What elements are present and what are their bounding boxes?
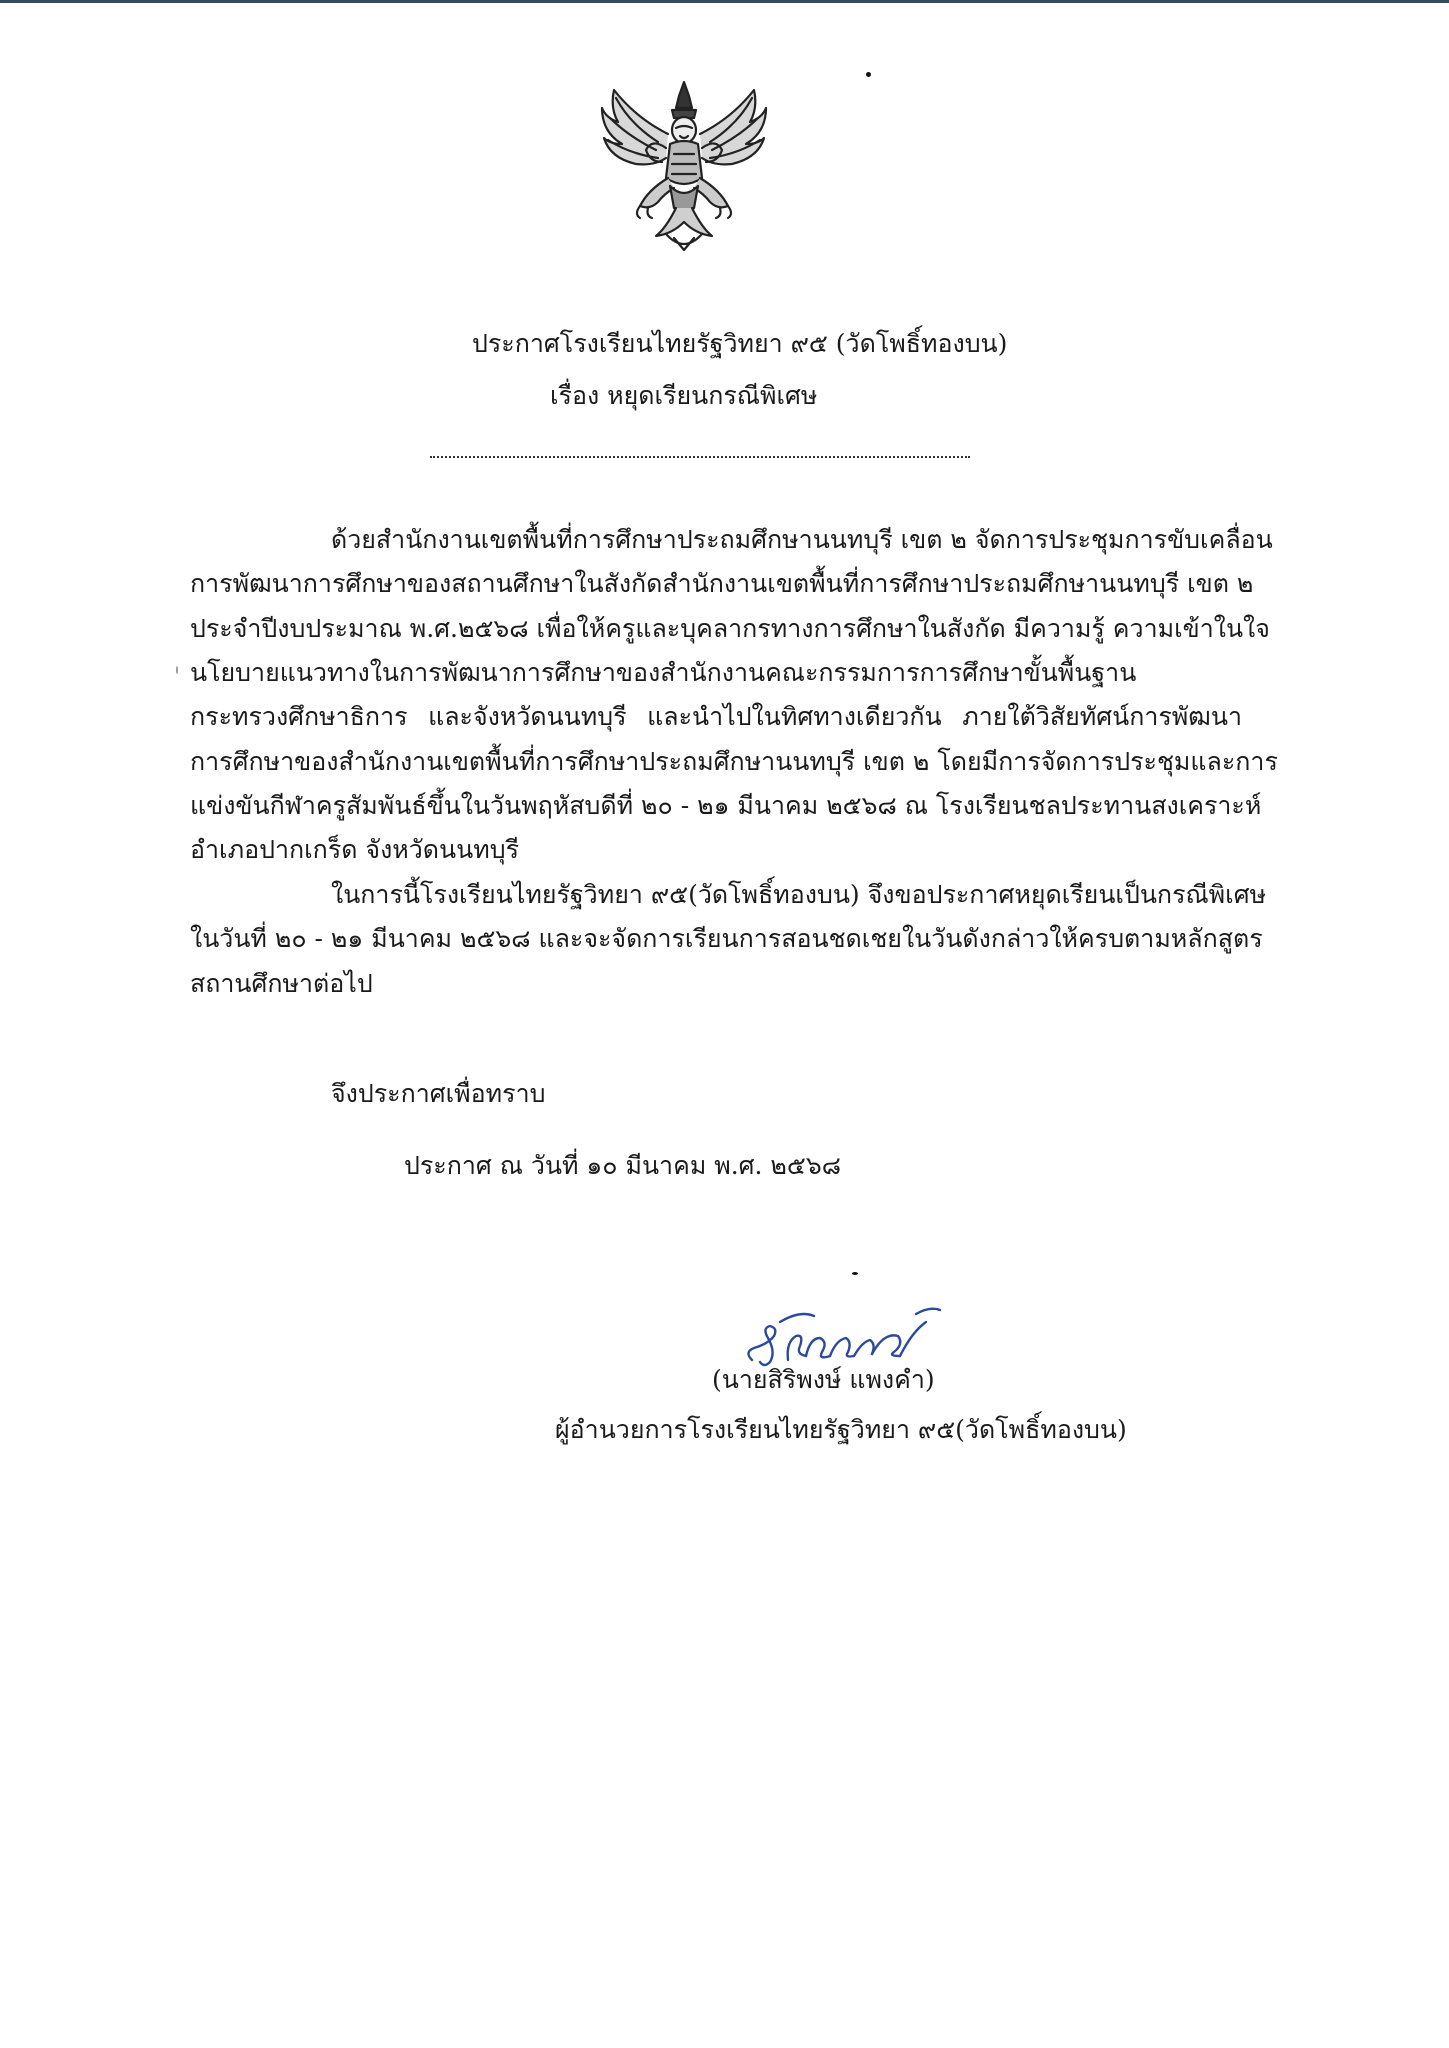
scan-top-edge: [0, 0, 1449, 3]
scan-speck: [852, 1272, 858, 1275]
paragraph-2-line: ในวันที่ ๒๐ - ๒๑ มีนาคม ๒๕๖๘ และจะจัดการเรียนการสอนชดเชยในวันดังกล่าวให้ครบตามหลักสูตร: [190, 924, 1263, 953]
signer-position: ผู้อำนวยการโรงเรียนไทยรัฐวิทยา ๙๕(วัดโพธิ์ทองบน): [555, 1415, 1127, 1444]
paragraph-1-line: กระทรวงศึกษาธิการ และจังหวัดนนทบุรี และนำไปในทิศทางเดียวกัน ภายใต้วิสัยทัศน์การพัฒนา: [190, 702, 1242, 731]
handwritten-signature: [740, 1302, 950, 1370]
scan-speck: [176, 666, 178, 674]
scan-speck: [866, 72, 871, 77]
paragraph-1-line: การพัฒนาการศึกษาของสถานศึกษาในสังกัดสำนักงานเขตพื้นที่การศึกษาประถมศึกษานนทบุรี เขต ๒: [190, 569, 1254, 598]
paragraph-1-line: การศึกษาของสำนักงานเขตพื้นที่การศึกษาประถมศึกษานนทบุรี เขต ๒ โดยมีการจัดการประชุมและการ: [190, 747, 1278, 776]
paragraph-1-line: นโยบายแนวทางในการพัฒนาการศึกษาของสำนักงานคณะกรรมการการศึกษาขั้นพื้นฐาน: [190, 658, 1137, 687]
paragraph-1-line: ประจำปีงบประมาณ พ.ศ.๒๕๖๘ เพื่อให้ครูและบุคลากรทางการศึกษาในสังกัด มีความรู้ ความเข้าในใจ: [190, 614, 1270, 643]
paragraph-1-line: อำเภอปากเกร็ด จังหวัดนนทบุรี: [190, 835, 519, 864]
paragraph-1-line: ด้วยสำนักงานเขตพื้นที่การศึกษาประถมศึกษานนทบุรี เขต ๒ จัดการประชุมการขับเคลื่อน: [331, 525, 1273, 554]
garuda-emblem-icon: [596, 78, 772, 256]
paragraph-2-line: สถานศึกษาต่อไป: [190, 969, 373, 998]
closing-announce: จึงประกาศเพื่อทราบ: [331, 1079, 546, 1108]
signer-name: (นายสิริพงษ์ แพงคำ): [712, 1365, 935, 1394]
announcement-date: ประกาศ ณ วันที่ ๑๐ มีนาคม พ.ศ. ๒๕๖๘: [404, 1151, 841, 1180]
dotted-divider: [430, 456, 970, 458]
announcement-title: ประกาศโรงเรียนไทยรัฐวิทยา ๙๕ (วัดโพธิ์ทองบน): [472, 329, 1008, 358]
announcement-subject: เรื่อง หยุดเรียนกรณีพิเศษ: [550, 381, 818, 410]
paragraph-1-line: แข่งขันกีฬาครูสัมพันธ์ขึ้นในวันพฤหัสบดีที่ ๒๐ - ๒๑ มีนาคม ๒๕๖๘ ณ โรงเรียนชลประทานสงเคราะห์: [190, 791, 1262, 820]
paragraph-2-line: ในการนี้โรงเรียนไทยรัฐวิทยา ๙๕(วัดโพธิ์ทองบน) จึงขอประกาศหยุดเรียนเป็นกรณีพิเศษ: [331, 880, 1267, 909]
